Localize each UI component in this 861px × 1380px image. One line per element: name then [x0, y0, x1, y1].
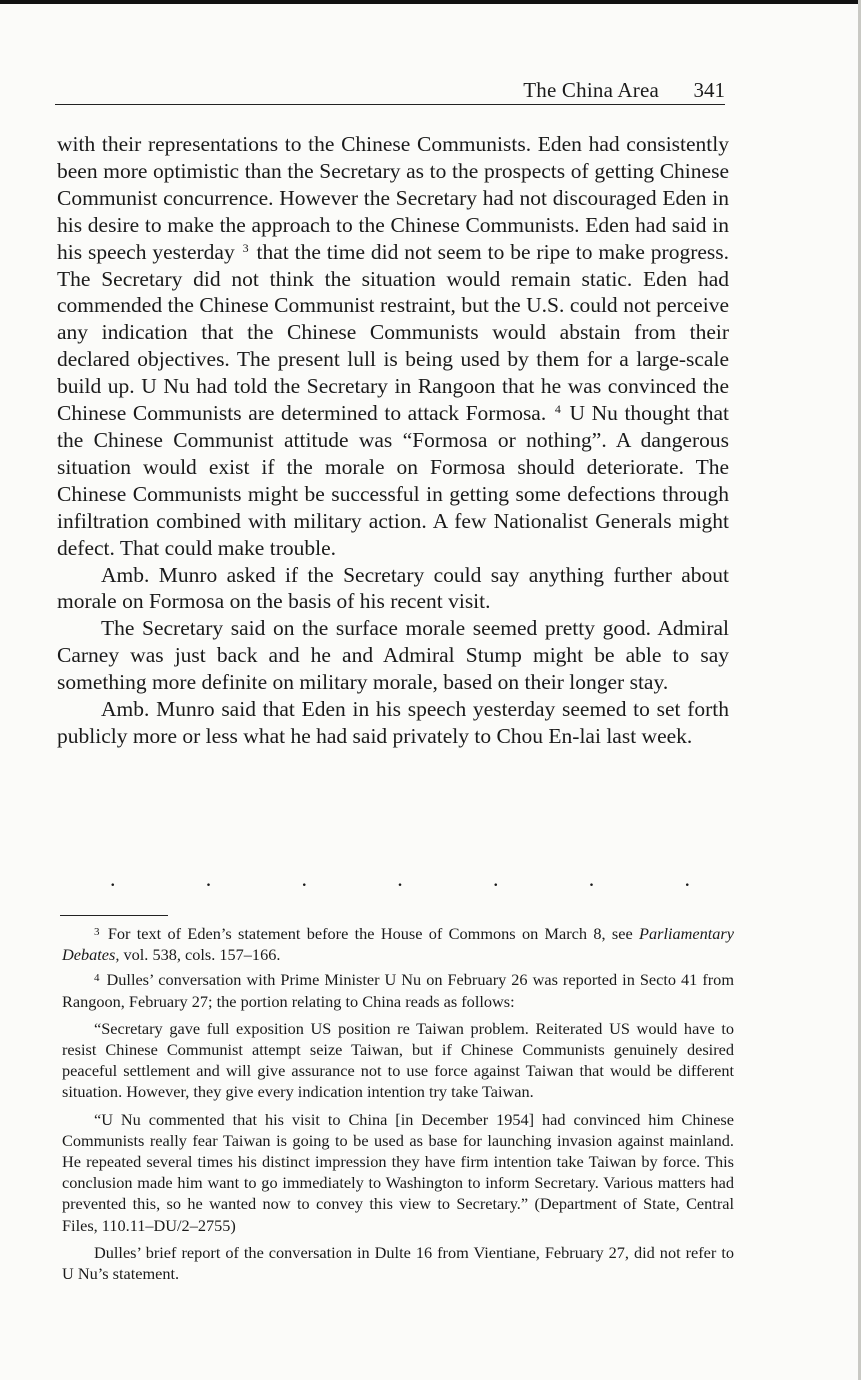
paragraph-1-part-c: U Nu thought that the Chinese Communist attitude was “Formosa or nothing”. A dangerous situation would exist if the morale on Formosa should deteriorate. The Chinese Communists might be successful in getting some defections through infiltration combined with military action. A few Nationalist Generals might defect. That could make trouble.	[57, 401, 729, 560]
footnote-4-quote-1: “Secretary gave full exposition US position re Taiwan problem. Reiterated US would have to resist Chinese Communist attempt seize Taiwan, but if Chinese Communists genuinely desired peaceful settlement and will give assurance not to use force against Taiwan that would be different situation. However, they give every indication intention try take Taiwan.	[62, 1018, 734, 1102]
footnote-4-number: 4	[94, 972, 100, 985]
running-title: The China Area	[523, 78, 659, 102]
footnote-ref-4: 4	[554, 402, 561, 417]
footnote-3-text-a: For text of Eden’s statement before the House of Commons on March 8, see	[107, 924, 633, 943]
page-number: 341	[693, 78, 725, 102]
ellipsis-dot: .	[397, 866, 403, 891]
paragraph-4: Amb. Munro said that Eden in his speech yesterday seemed to set forth publicly more or less what he had said privately to Chou En-lai last week.	[57, 697, 729, 748]
footnote-3-number: 3	[94, 926, 100, 938]
paragraph-1-part-a: with their representations to the Chinese Communists. Eden had consistently been more optimistic than the Secretary as to the prospects of getting Chinese Communist concurrence. However the Secretary had not discouraged Eden in his desire to make the approach to the Chinese Communists. Eden had said in his speech yesterday	[57, 132, 729, 264]
ellipsis-dot: .	[493, 866, 499, 891]
running-header	[55, 74, 725, 105]
footnote-4-quote-2: “U Nu commented that his visit to China [in December 1954] had convinced him Chinese Communists really fear Taiwan is going to be used as base for launching invasion against mainland. He repeated several times his distinct impression they have firm intention take Taiwan by force. This conclusion made him want to go immediately to Washington to inform Secretary. Various matters had prevented this, so he wanted now to convey this view to Secretary.” (Department of State, Central Files, 110.11–DU/2–2755)	[62, 1109, 734, 1235]
paragraph-1	[57, 131, 729, 562]
footnote-4	[62, 968, 734, 1011]
footnote-rule	[60, 915, 168, 916]
footnotes	[62, 922, 734, 1284]
omission-ellipsis	[110, 866, 690, 892]
footnote-3-citation: Parliamentary Debates,	[62, 924, 734, 965]
ellipsis-dot: .	[588, 866, 595, 891]
footnote-ref-3: 3	[242, 240, 249, 255]
page-top-edge	[0, 0, 861, 4]
ellipsis-dot: .	[110, 866, 116, 891]
footnote-3	[62, 922, 734, 965]
ellipsis-dot: .	[205, 866, 212, 891]
body-text	[57, 131, 729, 750]
paragraph-1-part-b: that the time did not seem to be ripe to make progress. The Secretary did not think the situation would remain static. Eden had commended the Chinese Communist restraint, but the U.S. could not perceive any indication that the Chinese Communists would abstain from their declared objectives. The present lull is being used by them for a large-scale build up. U Nu had told the Secretary in Rangoon that he was convinced the Chinese Communists are determined to attack Formosa.	[57, 239, 730, 426]
footnote-4-closing: Dulles’ brief report of the conversation in Dulte 16 from Vientiane, February 27, did not refer to U Nu’s statement.	[62, 1242, 734, 1284]
paragraph-3: The Secretary said on the surface morale seemed pretty good. Admiral Carney was just back and he and Admiral Stump might be able to say something more definite on military morale, based on their longer stay.	[57, 616, 729, 695]
ellipsis-dot: .	[684, 866, 690, 891]
paragraph-2: Amb. Munro asked if the Secretary could say anything further about morale on Formosa on the basis of his recent visit.	[57, 562, 729, 614]
ellipsis-dot: .	[301, 866, 307, 891]
footnote-3-text-b: vol. 538, cols. 157–166.	[123, 945, 281, 965]
footnote-4-text: Dulles’ conversation with Prime Minister U Nu on February 26 was reported in Secto 41 from Rangoon, February 27; the portion relating to China reads as follows:	[62, 970, 734, 1011]
